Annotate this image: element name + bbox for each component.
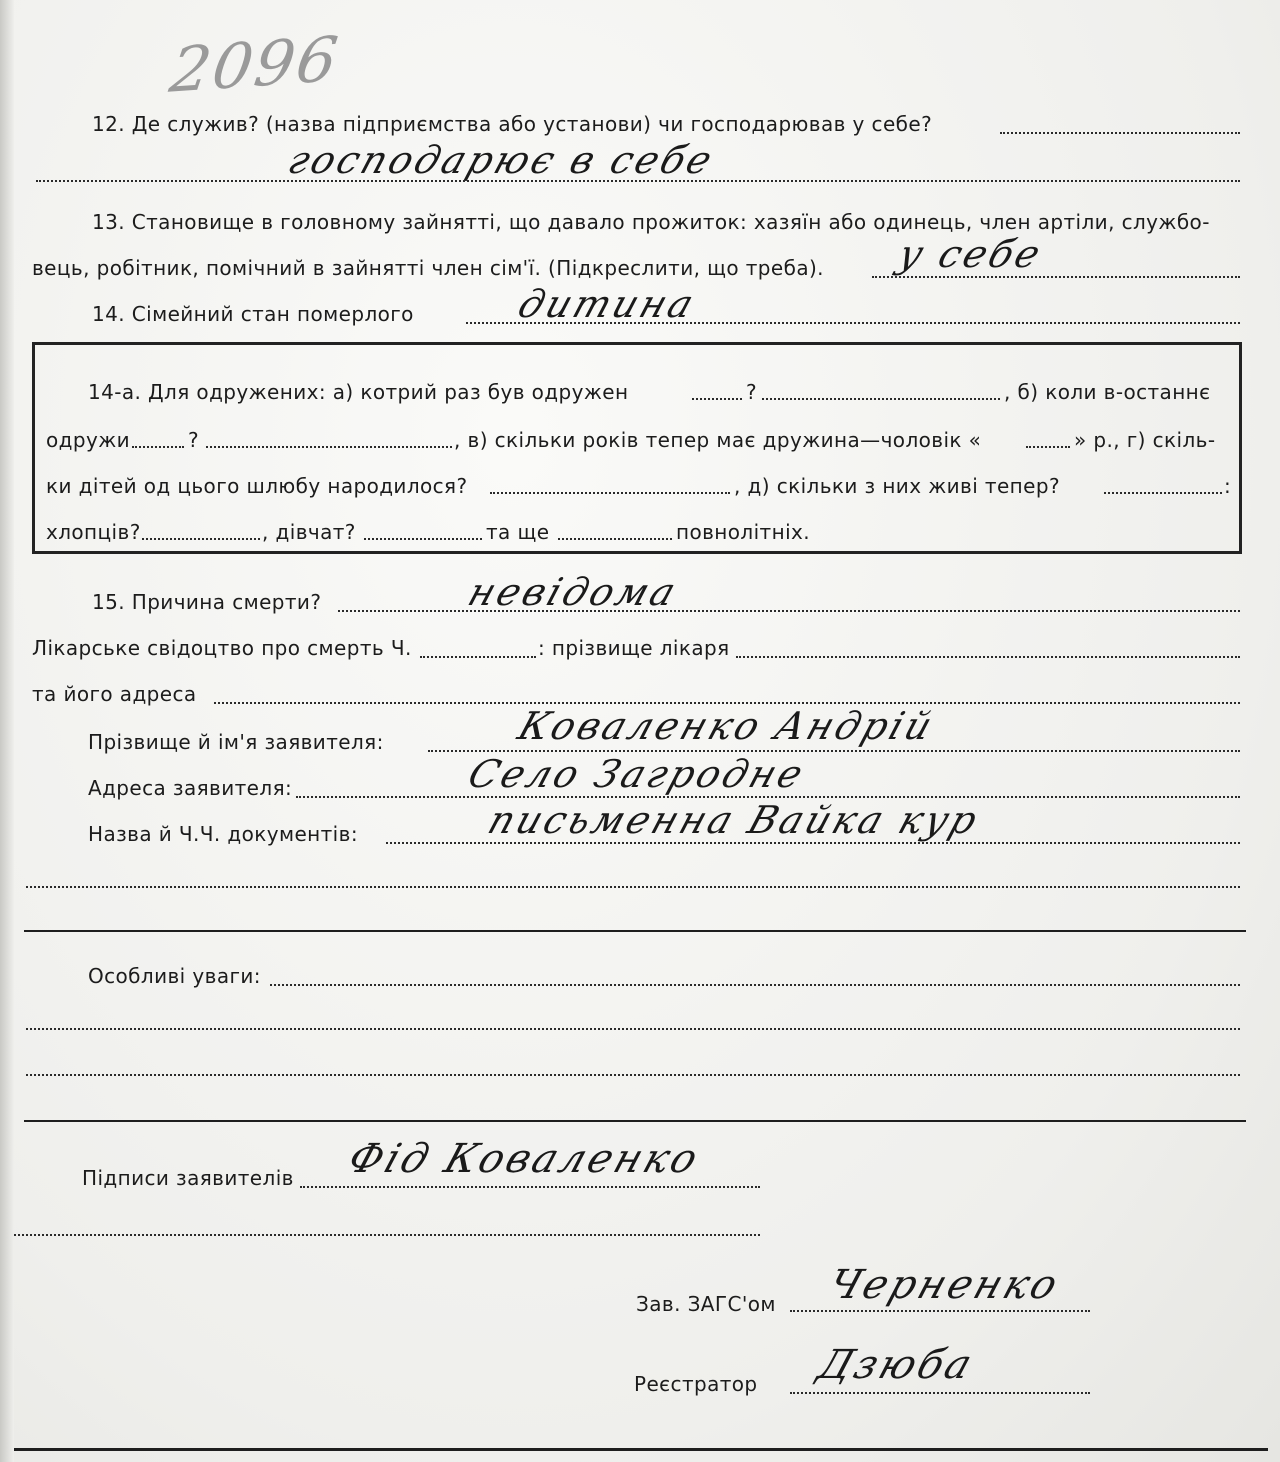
q12-answer: господарює в себе	[282, 138, 721, 182]
q14a-line3-b: , д) скільки з них живі тепер?	[734, 474, 1060, 498]
q14a-line2-a: одружи	[46, 428, 131, 452]
q13-dotted-line	[872, 276, 1240, 278]
q14a-dots-10	[558, 538, 672, 540]
q14a-dots-8	[142, 538, 260, 540]
q12-dotted-line-2	[36, 180, 1240, 182]
bottom-rule	[14, 1448, 1268, 1451]
q14a-dots-2	[762, 398, 1000, 400]
q14a-line4-d: повнолітніх.	[676, 520, 811, 544]
signatures-label: Підписи заявителів	[82, 1166, 294, 1190]
zags-head-signature: Черненко	[822, 1262, 1067, 1308]
notes-dots-2	[26, 1028, 1240, 1030]
registrar-signature: Дзюба	[812, 1342, 981, 1388]
q13-line1: 13. Становище в головному зайнятті, що давало прожиток: хазяїн або одинець, член артіли, службо-	[92, 210, 1210, 234]
q14a-line1-q: ?	[746, 380, 758, 404]
q12-dotted-line	[1000, 132, 1240, 134]
applicant-docs-dots	[386, 842, 1240, 844]
applicant-address-answer: Село Загродне	[462, 752, 812, 796]
q14-label: 14. Сімейний стан померлого	[92, 302, 414, 326]
applicant-docs-label: Назва й Ч.Ч. документів:	[88, 822, 358, 846]
applicant-name-answer: Коваленко Андрій	[512, 704, 941, 748]
notes-dots-1	[270, 984, 1240, 986]
q14a-line2-b: , в) скільки років тепер має дружина—чоловік «	[454, 428, 982, 452]
page-edge-shadow	[0, 0, 14, 1462]
signatures-dots-2	[14, 1234, 760, 1236]
zags-head-label: Зав. ЗАГС'ом	[636, 1292, 776, 1316]
q14a-dots-6	[490, 492, 730, 494]
doctor-name-label: : прізвище лікаря	[538, 636, 730, 660]
signatures-dots-1	[300, 1186, 760, 1188]
q14a-line3-c: :	[1224, 474, 1232, 498]
q14a-line4-a: хлопців?	[46, 520, 141, 544]
q14a-dots-3	[132, 446, 184, 448]
doctor-certificate-label: Лікарське свідоцтво про смерть Ч.	[32, 636, 412, 660]
applicant-docs-answer: письменна Вайка кур	[482, 798, 986, 842]
applicant-signature: Фід Коваленко	[342, 1136, 707, 1182]
doctor-name-dots	[736, 656, 1240, 658]
zags-head-dots	[790, 1310, 1090, 1312]
q14a-line1-a: 14-а. Для одружених: а) котрий раз був одружен	[88, 380, 629, 404]
q13-answer: у себе	[892, 232, 1049, 276]
notes-label: Особливі уваги:	[88, 964, 261, 988]
q14a-dots-9	[364, 538, 482, 540]
q14a-line1-b: , б) коли в-останнє	[1004, 380, 1211, 404]
q14a-line2-c: » р., г) скіль-	[1074, 428, 1216, 452]
notes-dots-3	[26, 1074, 1240, 1076]
section-rule-2	[24, 1120, 1246, 1122]
q14a-line4-b: , дівчат?	[262, 520, 356, 544]
doctor-cert-dots	[420, 656, 536, 658]
q14-answer: дитина	[512, 282, 702, 326]
q14a-dots-5	[1026, 446, 1070, 448]
registrar-label: Реєстратор	[634, 1372, 758, 1396]
q14a-dots-4	[206, 446, 452, 448]
doctor-address-label: та його адреса	[32, 682, 197, 706]
section-rule-1	[24, 930, 1246, 932]
q15-answer: невідома	[462, 570, 685, 614]
extra-dotted-line-1	[26, 886, 1240, 888]
q14a-line4-c: та ще	[486, 520, 550, 544]
q12-label: 12. Де служив? (назва підприємства або установи) чи господарював у себе?	[92, 112, 933, 136]
q14a-line2-q: ?	[188, 428, 200, 452]
applicant-name-label: Прізвище й ім'я заявителя:	[88, 730, 384, 754]
q14a-dots-1	[692, 398, 742, 400]
q14a-dots-7	[1104, 492, 1222, 494]
q14a-line3-a: ки дітей од цього шлюбу народилося?	[46, 474, 468, 498]
applicant-address-label: Адреса заявителя:	[88, 776, 293, 800]
q15-label: 15. Причина смерти?	[92, 590, 322, 614]
archive-number-stamp: 2096	[165, 22, 345, 107]
q13-line2: вець, робітник, помічний в зайнятті член сім'ї. (Підкреслити, що треба).	[32, 256, 824, 280]
registrar-dots	[790, 1392, 1090, 1394]
